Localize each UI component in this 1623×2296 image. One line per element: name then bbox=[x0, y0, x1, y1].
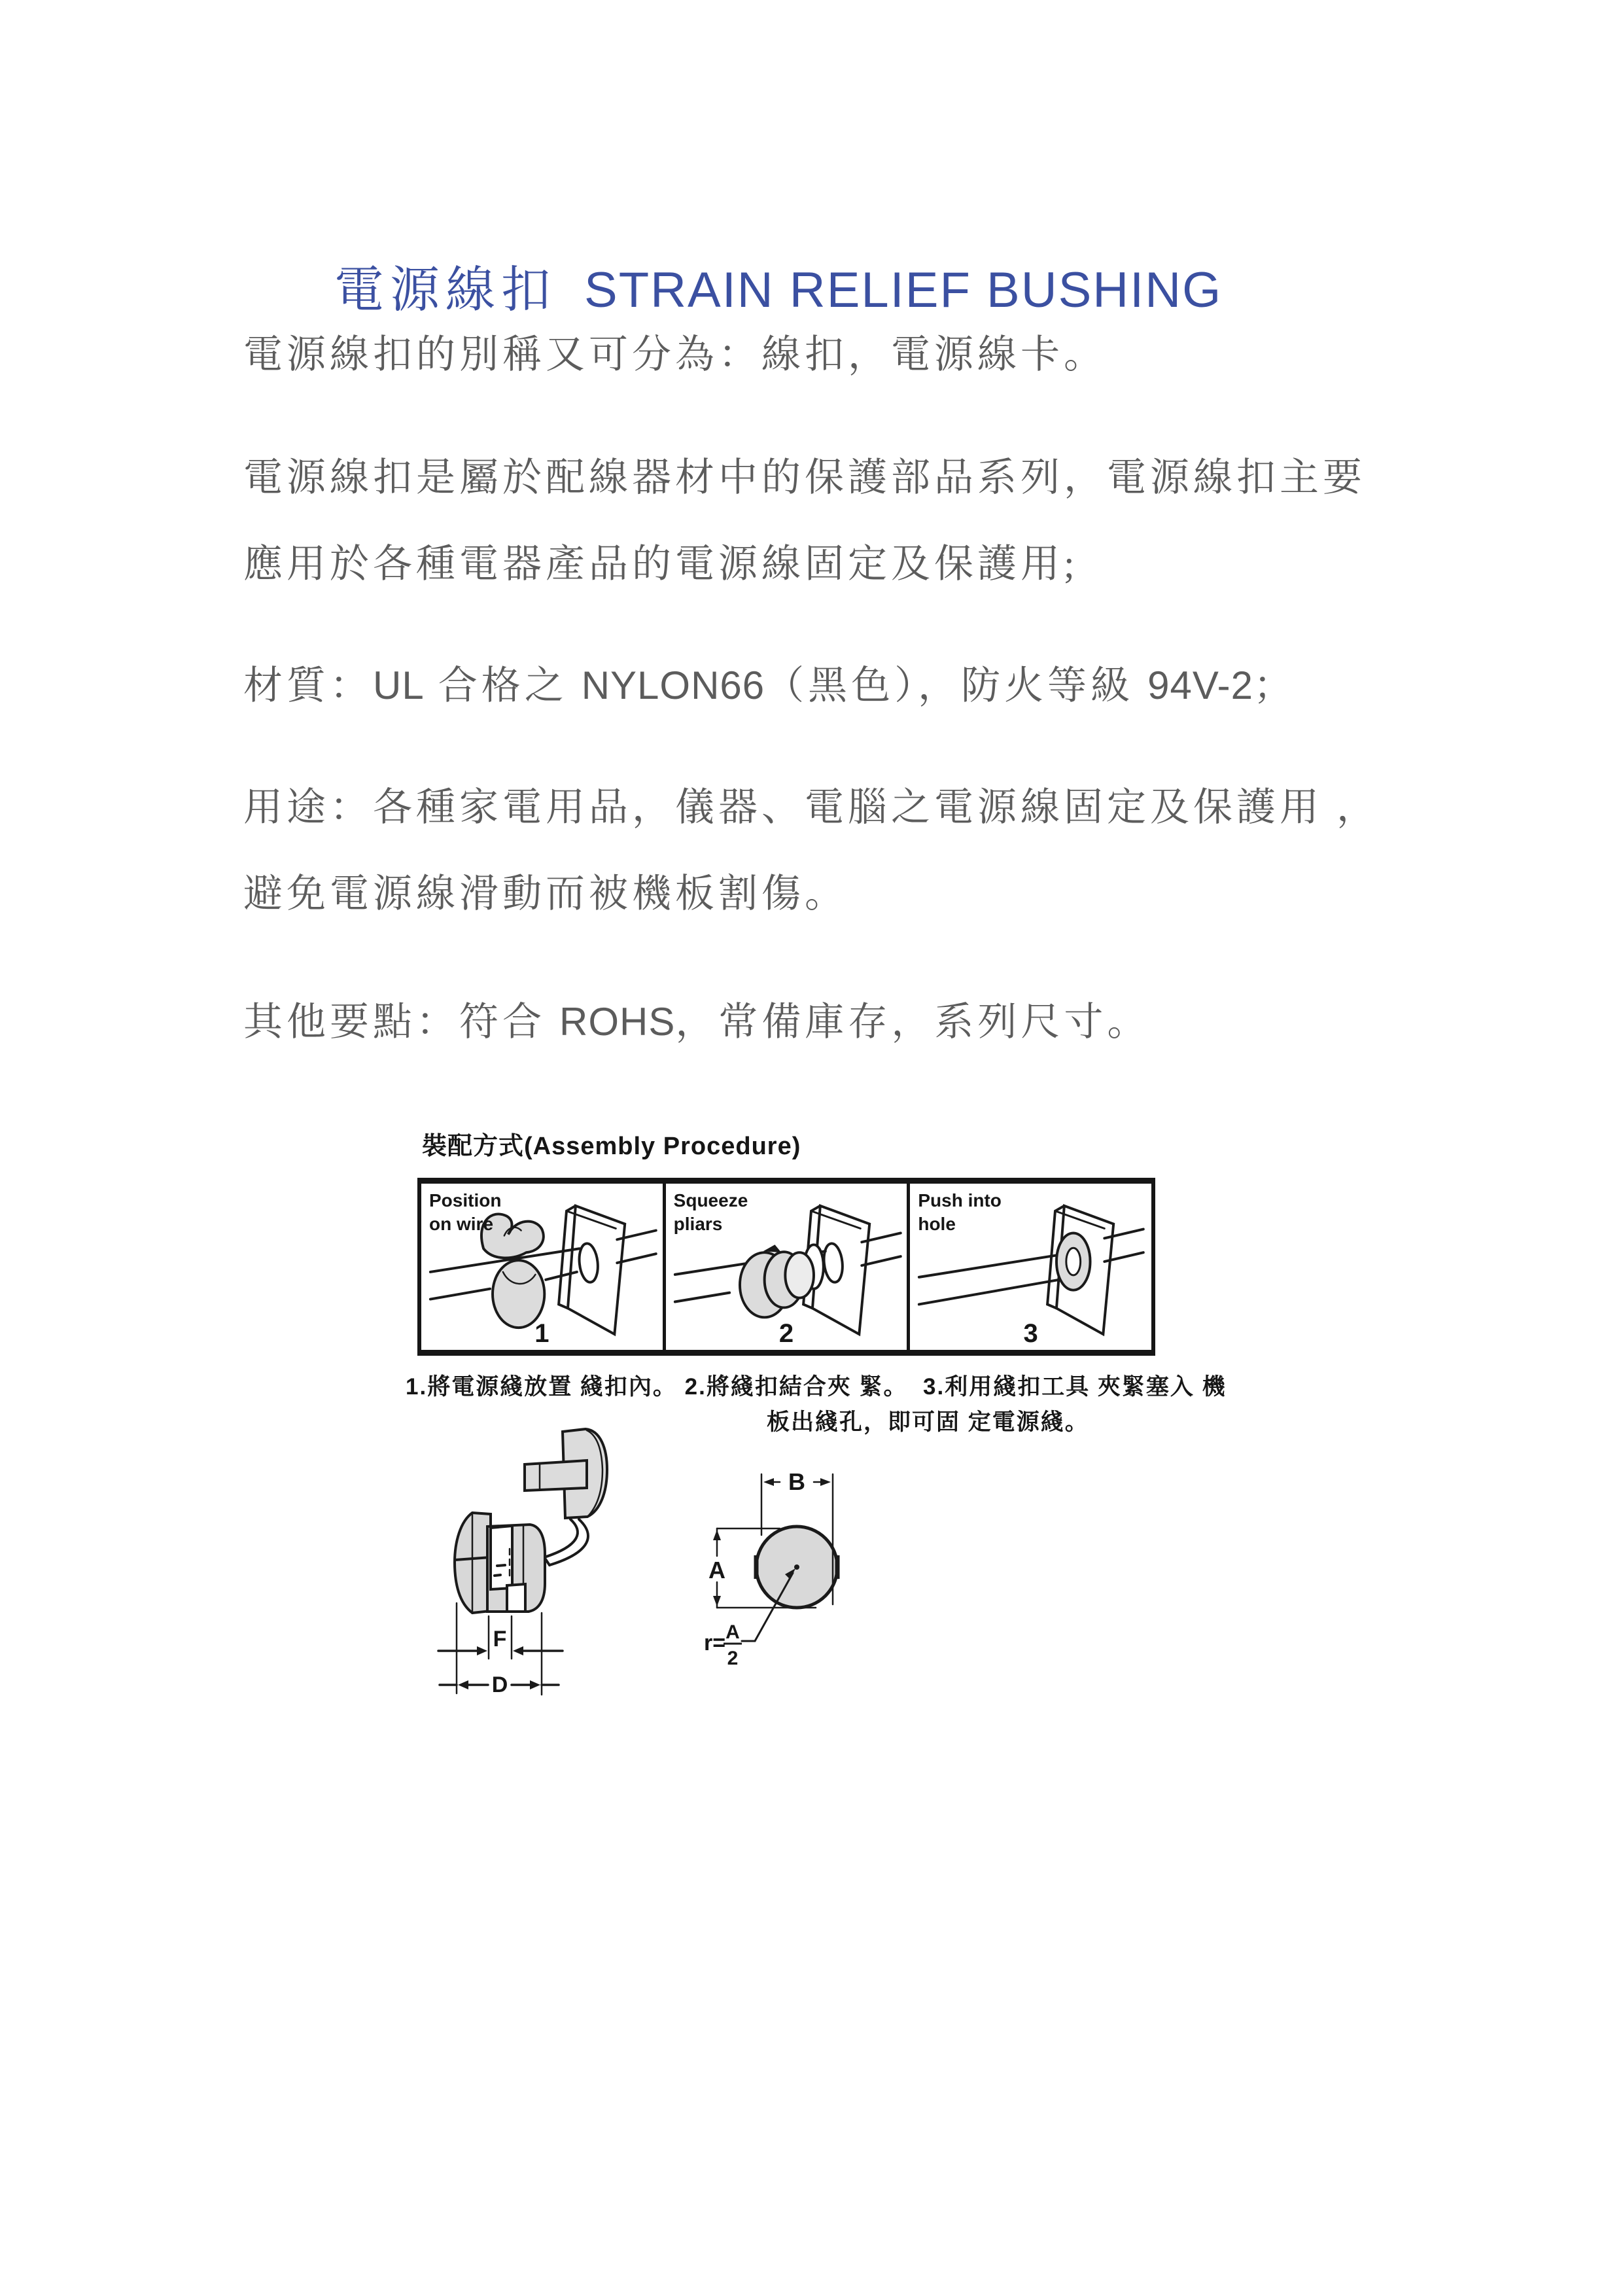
assembly-caption-line2: 板出綫孔，即可固 定電源綫。 bbox=[767, 1409, 1089, 1435]
panel-3-step-number: 3 bbox=[1023, 1319, 1038, 1348]
radius-numerator: A bbox=[725, 1621, 740, 1643]
panel-2-label-line2: pliars bbox=[673, 1214, 723, 1234]
material-color-text: （黑色），防火等級 bbox=[765, 664, 1148, 707]
title-english: STRAIN RELIEF BUSHING bbox=[584, 262, 1223, 318]
bushing-isometric-drawing bbox=[432, 1426, 667, 1754]
assembly-heading: 裝配方式(Assembly Procedure) bbox=[422, 1133, 801, 1160]
other-points-text: ，常備庫存，系列尺寸。 bbox=[675, 1000, 1151, 1044]
hole-dimension-drawing bbox=[674, 1439, 883, 1682]
paragraph-aliases: 電源線扣的別稱又可分為：線扣，電源線卡。 bbox=[243, 333, 1107, 376]
material-text: 合格之 bbox=[424, 664, 582, 707]
paragraph-material bbox=[243, 663, 1297, 707]
material-ul: UL bbox=[373, 663, 425, 707]
radius-formula bbox=[704, 1621, 742, 1669]
radius-denominator: 2 bbox=[727, 1648, 739, 1669]
title-chinese: 電源線扣 bbox=[334, 262, 557, 318]
panel-1-label bbox=[429, 1189, 501, 1236]
paragraph-usage-line2: 避免電源線滑動而被機板割傷。 bbox=[243, 872, 848, 915]
assembly-panel-2 bbox=[666, 1184, 911, 1350]
panel-1-label-line2: on wire bbox=[429, 1214, 494, 1234]
panel-2-step-number: 2 bbox=[778, 1319, 794, 1348]
material-nylon: NYLON66 bbox=[581, 663, 765, 707]
paragraph-category-line1: 電源線扣是屬於配線器材中的保護部品系列，電源線扣主要 bbox=[243, 456, 1366, 499]
panel-3-label-line1: Push into bbox=[918, 1190, 1002, 1210]
paragraph-category-line2: 應用於各種電器產品的電源線固定及保護用; bbox=[243, 542, 1079, 586]
assembly-caption-line1: 1.將電源綫放置 綫扣內。 2.將綫扣結合夾 緊。 3.利用綫扣工具 夾緊塞入 機 bbox=[406, 1374, 1227, 1400]
dimension-label-d: D bbox=[491, 1672, 508, 1697]
other-points-rohs: ROHS bbox=[559, 1000, 676, 1044]
dimension-label-b: B bbox=[788, 1468, 805, 1495]
panel-2-label-line1: Squeeze bbox=[673, 1190, 748, 1210]
assembly-panel-3 bbox=[910, 1184, 1151, 1350]
assembly-diagram bbox=[417, 1178, 1155, 1356]
panel-3-label bbox=[918, 1189, 1002, 1236]
dimension-label-a: A bbox=[708, 1557, 725, 1583]
panel-1-step-number: 1 bbox=[534, 1319, 550, 1348]
paragraph-other-points bbox=[243, 1002, 1150, 1042]
panel-2-label bbox=[674, 1189, 748, 1236]
other-points-label: 其他要點：符合 bbox=[243, 1000, 559, 1044]
material-end: ； bbox=[1253, 664, 1297, 707]
material-rating: 94V-2 bbox=[1147, 663, 1253, 707]
dimension-label-f: F bbox=[493, 1627, 507, 1651]
panel-1-label-line1: Position bbox=[429, 1190, 502, 1210]
assembly-panel-1 bbox=[421, 1184, 666, 1350]
panel-3-label-line2: hole bbox=[918, 1214, 956, 1234]
paragraph-usage-line1: 用途：各種家電用品，儀器、電腦之電源線固定及保護用 ， bbox=[243, 786, 1380, 829]
material-label: 材質： bbox=[243, 664, 373, 707]
radius-prefix: r= bbox=[704, 1631, 726, 1655]
